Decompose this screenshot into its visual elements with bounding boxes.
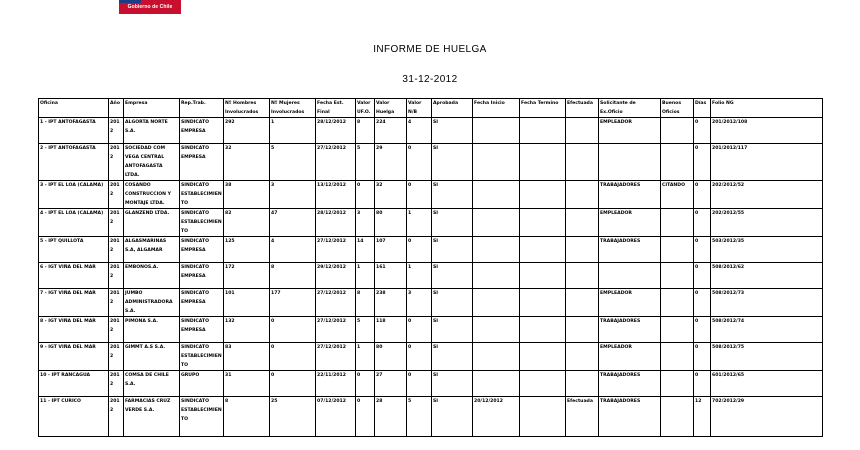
cell-uf: 0 [356,181,375,209]
table-row [39,263,823,289]
cell-hombres: 83 [224,343,270,371]
cell-rep: SINDICATO ESTABLECIMIENTO [180,181,224,209]
cell-efectuada [566,237,599,263]
cell-dias: 0 [694,343,711,371]
cell-efectuada [566,209,599,237]
cell-empresa: COMSA DE CHILE S.A. [124,371,180,397]
cell-uf: 5 [356,317,375,343]
cell-nb: 0 [407,371,432,397]
cell-solicitante: EMPLEADOR [599,343,661,371]
table-row [39,237,823,263]
cell-uf: 1 [356,263,375,289]
cell-huelga: 107 [375,237,407,263]
cell-inicio [473,371,520,397]
cell-hombres: 125 [224,237,270,263]
cell-rep: SINDICATO EMPRESA [180,118,224,144]
logo-blue-band [119,0,141,3]
cell-mujeres: 4 [270,237,316,263]
cell-anio: 2012 [109,263,124,289]
cell-termino [520,209,566,237]
cell-anio: 2012 [109,371,124,397]
cell-mujeres: 47 [270,209,316,237]
column-header: Días [694,99,711,118]
cell-fecha_est: 27/12/2012 [316,289,356,317]
cell-inicio [473,237,520,263]
cell-solicitante: TRABAJADORES [599,397,661,437]
cell-rep: SINDICATO ESTABLECIMIENTO [180,343,224,371]
cell-mujeres: 177 [270,289,316,317]
cell-dias: 0 [694,181,711,209]
cell-anio: 2012 [109,317,124,343]
cell-folio: 201/2012/117 [711,144,823,181]
cell-termino [520,118,566,144]
cell-rep: GRUPO [180,371,224,397]
cell-hombres: 292 [224,118,270,144]
column-header: Año [109,99,124,118]
cell-termino [520,371,566,397]
cell-fecha_est: 07/12/2012 [316,397,356,437]
cell-termino [520,181,566,209]
cell-folio: 508/2012/73 [711,289,823,317]
cell-buenos [661,118,694,144]
cell-termino [520,237,566,263]
cell-efectuada [566,317,599,343]
table-body [39,118,823,437]
cell-huelga: 118 [375,317,407,343]
cell-mujeres: 5 [270,144,316,181]
column-header: Nº Mujeres Involucrados [270,99,316,118]
table-row [39,289,823,317]
cell-termino [520,289,566,317]
cell-fecha_est: 27/12/2012 [316,343,356,371]
cell-uf: 8 [356,118,375,144]
cell-inicio [473,209,520,237]
cell-rep: SINDICATO EMPRESA [180,317,224,343]
cell-aprobada: SI [432,263,473,289]
cell-aprobada: SI [432,237,473,263]
cell-buenos [661,397,694,437]
cell-inicio [473,144,520,181]
cell-buenos [661,371,694,397]
cell-folio: 508/2012/74 [711,317,823,343]
cell-huelga: 80 [375,209,407,237]
cell-empresa: EMBONOS.A. [124,263,180,289]
cell-dias: 0 [694,371,711,397]
cell-aprobada: SI [432,371,473,397]
cell-folio: 702/2012/29 [711,397,823,437]
cell-empresa: ALGORTA NORTE S.A. [124,118,180,144]
cell-rep: SINDICATO ESTABLECIMIENTO [180,209,224,237]
cell-nb: 0 [407,237,432,263]
cell-inicio [473,343,520,371]
cell-dias: 12 [694,397,711,437]
cell-rep: SINDICATO EMPRESA [180,237,224,263]
cell-buenos: CITANDO [661,181,694,209]
cell-uf: 14 [356,237,375,263]
cell-oficina: 7 - IGT VIÑA DEL MAR [39,289,109,317]
cell-mujeres: 3 [270,181,316,209]
table-row [39,317,823,343]
cell-termino [520,144,566,181]
cell-efectuada [566,144,599,181]
cell-empresa: COSANDO CONSTRUCCION Y MONTAJE LTDA. [124,181,180,209]
cell-hombres: 31 [224,371,270,397]
cell-mujeres: 0 [270,371,316,397]
cell-anio: 2012 [109,289,124,317]
cell-hombres: 101 [224,289,270,317]
cell-termino [520,263,566,289]
cell-efectuada [566,263,599,289]
cell-anio: 2012 [109,237,124,263]
cell-oficina: 1 - IPT ANTOFAGASTA [39,118,109,144]
cell-efectuada [566,371,599,397]
cell-efectuada: Efectuada [566,397,599,437]
cell-fecha_est: 29/12/2012 [316,263,356,289]
cell-fecha_est: 27/12/2012 [316,237,356,263]
cell-nb: 3 [407,289,432,317]
cell-aprobada: SI [432,209,473,237]
cell-solicitante [599,263,661,289]
cell-aprobada: SI [432,181,473,209]
cell-folio: 508/2012/62 [711,263,823,289]
cell-anio: 2012 [109,209,124,237]
cell-empresa: PIMONA S.A. [124,317,180,343]
cell-inicio [473,289,520,317]
cell-dias: 0 [694,144,711,181]
column-header: Efectuada [566,99,599,118]
cell-inicio: 20/12/2012 [473,397,520,437]
cell-huelga: 80 [375,343,407,371]
cell-oficina: 2 - IPT ANTOFAGASTA [39,144,109,181]
column-header: Empresa [124,99,180,118]
cell-dias: 0 [694,317,711,343]
cell-huelga: 29 [375,144,407,181]
cell-solicitante [599,144,661,181]
cell-nb: 4 [407,118,432,144]
cell-hombres: 38 [224,181,270,209]
cell-oficina: 10 - IPT RANCAGUA [39,371,109,397]
cell-aprobada: SI [432,289,473,317]
cell-termino [520,343,566,371]
cell-hombres: 32 [224,144,270,181]
cell-solicitante: EMPLEADOR [599,289,661,317]
cell-dias: 0 [694,263,711,289]
cell-uf: 8 [356,289,375,317]
cell-nb: 5 [407,397,432,437]
report-date: 31-12-2012 [402,74,458,85]
cell-oficina: 4 - IPT EL LOA (CALAMA) [39,209,109,237]
cell-nb: 1 [407,263,432,289]
gobierno-logo [119,0,181,14]
cell-mujeres: 25 [270,397,316,437]
cell-anio: 2012 [109,343,124,371]
cell-nb: 1 [407,209,432,237]
cell-rep: SINDICATO EMPRESA [180,263,224,289]
cell-buenos [661,343,694,371]
cell-rep: SINDICATO ESTABLECIMIENTO [180,397,224,437]
cell-solicitante: TRABAJADORES [599,317,661,343]
cell-huelga: 32 [375,181,407,209]
table-row [39,371,823,397]
cell-fecha_est: 28/12/2012 [316,209,356,237]
column-header: Nº Hombres Involucrados [224,99,270,118]
cell-rep: SINDICATO EMPRESA [180,289,224,317]
cell-solicitante: EMPLEADOR [599,209,661,237]
cell-fecha_est: 28/12/2012 [316,118,356,144]
column-header: Buenos Oficios [661,99,694,118]
cell-nb: 0 [407,181,432,209]
cell-hombres: 172 [224,263,270,289]
cell-empresa: SOCIEDAD COM VEGA CENTRAL ANTOFAGASTA LTDA. [124,144,180,181]
cell-inicio [473,317,520,343]
table-row [39,118,823,144]
column-header: Solicitante de Ex.Oficio [599,99,661,118]
column-header: Valor UF.O. [356,99,375,118]
cell-huelga: 238 [375,289,407,317]
cell-mujeres: 8 [270,263,316,289]
cell-folio: 601/2012/65 [711,371,823,397]
cell-mujeres: 1 [270,118,316,144]
cell-anio: 2012 [109,144,124,181]
cell-hombres: 8 [224,397,270,437]
cell-aprobada: SI [432,317,473,343]
column-header: Fecha Est. Final [316,99,356,118]
cell-inicio [473,181,520,209]
cell-uf: 3 [356,209,375,237]
cell-fecha_est: 13/12/2012 [316,181,356,209]
cell-buenos [661,289,694,317]
cell-folio: 508/2012/75 [711,343,823,371]
cell-mujeres: 0 [270,317,316,343]
table-row [39,343,823,371]
cell-anio: 2012 [109,181,124,209]
cell-oficina: 6 - IGT VIÑA DEL MAR [39,263,109,289]
cell-folio: 201/2012/108 [711,118,823,144]
cell-uf: 1 [356,343,375,371]
cell-fecha_est: 22/11/2012 [316,371,356,397]
cell-empresa: JUMBO ADMINISTRADORA S.A. [124,289,180,317]
cell-empresa: FARMACIAS CRUZ VERDE S.A. [124,397,180,437]
cell-efectuada [566,118,599,144]
logo-text: Gobierno de Chile [127,4,173,10]
cell-nb: 0 [407,144,432,181]
cell-uf: 5 [356,144,375,181]
column-header: Rep.Trab. [180,99,224,118]
column-header: Fecha Inicio [473,99,520,118]
table-row [39,181,823,209]
cell-nb: 0 [407,343,432,371]
cell-efectuada [566,289,599,317]
cell-termino [520,317,566,343]
column-header: Oficina [39,99,109,118]
cell-nb: 0 [407,317,432,343]
column-header: Fecha Termino [520,99,566,118]
cell-buenos [661,209,694,237]
column-header: Aprobada [432,99,473,118]
cell-efectuada [566,181,599,209]
table-header-row [39,99,823,118]
cell-uf: 0 [356,371,375,397]
cell-aprobada: SI [432,343,473,371]
cell-rep: SINDICATO EMPRESA [180,144,224,181]
cell-oficina: 5 - IPT QUILLOTA [39,237,109,263]
cell-uf: 0 [356,397,375,437]
cell-aprobada: SI [432,397,473,437]
cell-dias: 0 [694,289,711,317]
cell-empresa: GIMMT A.S S.A. [124,343,180,371]
cell-solicitante: TRABAJADORES [599,237,661,263]
cell-oficina: 11 - IPT CURICO [39,397,109,437]
cell-solicitante: TRABAJADORES [599,181,661,209]
cell-inicio [473,263,520,289]
cell-hombres: 132 [224,317,270,343]
cell-dias: 0 [694,237,711,263]
cell-oficina: 9 - IGT VIÑA DEL MAR [39,343,109,371]
cell-aprobada: SI [432,118,473,144]
cell-huelga: 28 [375,397,407,437]
report-title: INFORME DE HUELGA [373,44,487,55]
column-header: Folio NG [711,99,823,118]
table-row [39,144,823,181]
cell-buenos [661,317,694,343]
cell-efectuada [566,343,599,371]
cell-buenos [661,237,694,263]
cell-dias: 0 [694,118,711,144]
cell-empresa: ALGASMARINAS S.A, ALGAMAR [124,237,180,263]
cell-inicio [473,118,520,144]
cell-anio: 2012 [109,118,124,144]
cell-mujeres: 0 [270,343,316,371]
cell-huelga: 161 [375,263,407,289]
cell-fecha_est: 27/12/2012 [316,144,356,181]
cell-folio: 503/2012/35 [711,237,823,263]
cell-huelga: 224 [375,118,407,144]
cell-termino [520,397,566,437]
column-header: Valor Huelga [375,99,407,118]
cell-empresa: GLANZEND LTDA. [124,209,180,237]
cell-folio: 202/2012/55 [711,209,823,237]
column-header: Valor N/B [407,99,432,118]
cell-buenos [661,144,694,181]
cell-anio: 2012 [109,397,124,437]
cell-aprobada: SI [432,144,473,181]
cell-hombres: 82 [224,209,270,237]
cell-fecha_est: 27/12/2012 [316,317,356,343]
cell-huelga: 27 [375,371,407,397]
cell-solicitante: EMPLEADOR [599,118,661,144]
cell-oficina: 3 - IPT EL LOA (CALAMA) [39,181,109,209]
cell-solicitante: TRABAJADORES [599,371,661,397]
cell-buenos [661,263,694,289]
cell-oficina: 8 - IGT VIÑA DEL MAR [39,317,109,343]
strike-report-table [38,98,823,437]
table-row [39,209,823,237]
cell-folio: 202/2012/52 [711,181,823,209]
cell-dias: 0 [694,209,711,237]
table-row [39,397,823,437]
